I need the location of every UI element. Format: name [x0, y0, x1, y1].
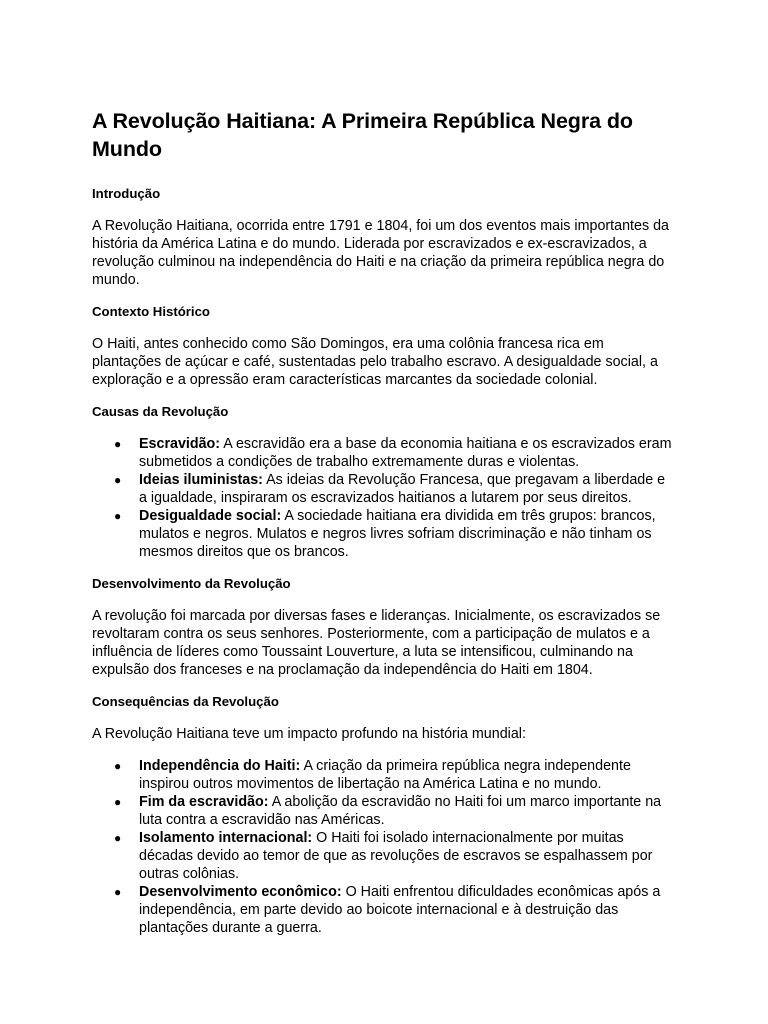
list-item: [92, 883, 676, 937]
list-item-text: O Haiti enfrentou dificuldades econômicas após a independência, em parte devido ao boicote internacional e à destruição das plantações durante a guerra.: [139, 884, 661, 936]
list-item-term: Ideias iluministas:: [139, 472, 263, 488]
bullet-icon: ●: [114, 509, 122, 523]
list-item-term: Independência do Haiti:: [139, 758, 301, 774]
list-item-text: A abolição da escravidão no Haiti foi um marco importante na luta contra a escravidão nas Américas.: [139, 794, 662, 828]
section-heading-consequencias: Consequências da Revolução: [92, 694, 279, 709]
section-heading-contexto: Contexto Histórico: [92, 304, 210, 319]
bullet-icon: ●: [114, 885, 122, 899]
list-item: [92, 793, 676, 829]
bullet-icon: ●: [114, 795, 122, 809]
consequences-list: [92, 757, 676, 937]
list-item-term: Fim da escravidão:: [139, 794, 269, 810]
paragraph-contexto: O Haiti, antes conhecido como São Domingos, era uma colônia francesa rica em plantações de açúcar e café, sustentadas pelo trabalho escravo. A desigualdade social, a exploração e a opressão eram características marcantes da sociedade colonial.: [92, 336, 658, 388]
bullet-icon: ●: [114, 759, 122, 773]
list-item-term: Desenvolvimento econômico:: [139, 884, 342, 900]
list-item: [92, 829, 676, 883]
section-heading-introducao: Introdução: [92, 186, 161, 201]
list-item-text: A criação da primeira república negra independente inspirou outros movimentos de libertação na América Latina e no mundo.: [139, 758, 631, 792]
paragraph-consequencias: A Revolução Haitiana teve um impacto profundo na história mundial:: [92, 726, 526, 742]
section-heading-causas: Causas da Revolução: [92, 404, 229, 419]
document-title: A Revolução Haitiana: A Primeira República Negra do Mundo: [92, 109, 633, 161]
list-item-text: A sociedade haitiana era dividida em três grupos: brancos, mulatos e negros. Mulatos e negros livres sofriam discriminação e não tinham os mesmos direitos que os brancos.: [139, 508, 656, 560]
list-item-term: Isolamento internacional:: [139, 830, 313, 846]
list-item-text: O Haiti foi isolado internacionalmente por muitas décadas devido ao temor de que as revoluções de escravos se espalhassem por outras colônias.: [139, 830, 653, 882]
list-item: [92, 757, 676, 793]
list-item-text: As ideias da Revolução Francesa, que pregavam a liberdade e a igualdade, inspiraram os escravizados haitianos a lutarem por seus direitos.: [139, 472, 666, 506]
paragraph-desenvolvimento: A revolução foi marcada por diversas fases e lideranças. Inicialmente, os escravizados se revoltaram contra os seus senhores. Posteriormente, com a participação de mulatos e a influência de líderes como Toussaint Louverture, a luta se intensificou, culminando na expulsão dos franceses e na proclamação da independência do Haiti em 1804.: [92, 608, 661, 678]
causes-list: [92, 435, 676, 561]
section-heading-desenvolvimento: Desenvolvimento da Revolução: [92, 576, 291, 591]
list-item: [92, 435, 676, 471]
bullet-icon: ●: [114, 831, 122, 845]
list-item-term: Escravidão:: [139, 436, 221, 452]
paragraph-introducao: A Revolução Haitiana, ocorrida entre 1791 e 1804, foi um dos eventos mais importantes da história da América Latina e do mundo. Liderada por escravizados e ex-escravizados, a revolução culminou na independência do Haiti e na criação da primeira república negra do mundo.: [92, 218, 669, 288]
list-item-term: Desigualdade social:: [139, 508, 282, 524]
list-item: [92, 471, 676, 507]
bullet-icon: ●: [114, 473, 122, 487]
list-item: [92, 507, 676, 561]
bullet-icon: ●: [114, 437, 122, 451]
list-item-text: A escravidão era a base da economia haitiana e os escravizados eram submetidos a condições de trabalho extremamente duras e violentas.: [139, 436, 672, 470]
